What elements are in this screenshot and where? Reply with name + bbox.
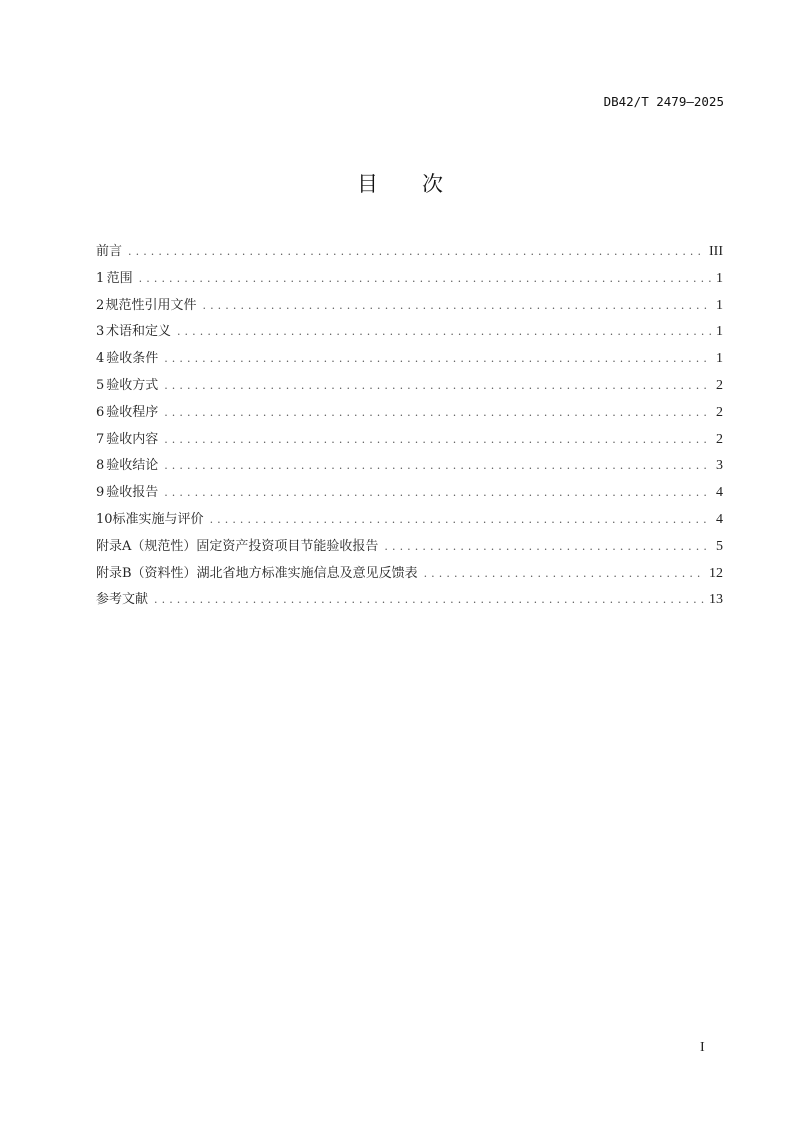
- toc-number: 4: [96, 351, 105, 367]
- toc-entry-appendix-a[interactable]: [96, 537, 723, 564]
- dot-leader: [154, 590, 705, 610]
- toc-page: 1: [716, 270, 723, 286]
- toc-page: 2: [716, 404, 723, 420]
- toc-entry-4[interactable]: [96, 349, 723, 376]
- toc-entry-1[interactable]: [96, 269, 723, 296]
- toc-number: 1: [96, 270, 105, 286]
- dot-leader: [177, 322, 711, 342]
- toc-number: 7: [96, 431, 105, 447]
- toc-entry-foreword[interactable]: [96, 242, 723, 269]
- title-char-1: 目: [357, 172, 378, 196]
- standard-code: DB42/T 2479—2025: [603, 94, 724, 109]
- toc-page: 2: [716, 377, 723, 393]
- toc-entry-9[interactable]: [96, 483, 723, 510]
- dot-leader: [139, 269, 711, 289]
- toc-label: 验收报告: [106, 485, 159, 501]
- page-number: I: [700, 1040, 705, 1055]
- toc-number: 6: [96, 404, 105, 420]
- dot-leader: [210, 510, 711, 530]
- toc-entry-7[interactable]: [96, 430, 723, 457]
- page-title: [0, 168, 800, 198]
- toc-entry-8[interactable]: [96, 456, 723, 483]
- toc-page: 4: [716, 485, 723, 501]
- dot-leader: [164, 403, 711, 423]
- toc-label: 范围: [106, 270, 133, 286]
- toc-label: 验收结论: [106, 458, 159, 474]
- toc-page: III: [709, 244, 723, 259]
- toc-label: 验收内容: [106, 431, 159, 447]
- toc-label: 固定资产投资项目节能验收报告: [196, 538, 379, 554]
- toc-number: 5: [96, 377, 105, 393]
- toc-label: 术语和定义: [105, 324, 171, 340]
- toc-label: 验收方式: [106, 377, 159, 393]
- toc-page: 2: [716, 431, 723, 447]
- toc-page: 4: [716, 511, 723, 527]
- toc-entry-3[interactable]: [96, 322, 723, 349]
- toc-entry-appendix-b[interactable]: [96, 564, 723, 591]
- toc-page: 1: [716, 297, 723, 313]
- toc-label: 验收条件: [106, 351, 159, 367]
- toc-page: 12: [709, 565, 723, 581]
- toc-page: 1: [716, 324, 723, 340]
- toc-entry-10[interactable]: [96, 510, 723, 537]
- dot-leader: [164, 349, 711, 369]
- toc-entry-2[interactable]: [96, 296, 723, 323]
- toc-label: 验收程序: [106, 404, 159, 420]
- toc-page: 1: [716, 351, 723, 367]
- toc-number: 3: [96, 324, 105, 340]
- toc-label: 湖北省地方标准实施信息及意见反馈表: [196, 565, 418, 581]
- toc-label: 参考文献: [96, 592, 149, 608]
- dot-leader: [202, 296, 711, 316]
- toc-number: 9: [96, 485, 105, 501]
- dot-leader: [164, 483, 711, 503]
- toc-number: 10: [96, 511, 113, 527]
- dot-leader: [128, 242, 705, 262]
- toc-page: 13: [709, 592, 723, 608]
- toc-entry-6[interactable]: [96, 403, 723, 430]
- toc-page: 5: [716, 538, 723, 554]
- dot-leader: [164, 376, 711, 396]
- table-of-contents: [96, 242, 723, 617]
- toc-label: 标准实施与评价: [112, 511, 204, 527]
- toc-number: 2: [96, 297, 105, 313]
- dot-leader: [384, 537, 711, 557]
- dot-leader: [164, 456, 711, 476]
- dot-leader: [424, 564, 705, 584]
- dot-leader: [164, 430, 711, 450]
- toc-label: 规范性引用文件: [105, 297, 197, 313]
- toc-entry-references[interactable]: [96, 590, 723, 617]
- appendix-tag: 附录A（规范性）: [96, 538, 197, 554]
- toc-number: 8: [96, 458, 105, 474]
- toc-page: 3: [716, 458, 723, 474]
- title-char-2: 次: [422, 172, 443, 196]
- appendix-tag: 附录B（资料性）: [96, 565, 197, 581]
- toc-label: 前言: [96, 244, 123, 259]
- toc-entry-5[interactable]: [96, 376, 723, 403]
